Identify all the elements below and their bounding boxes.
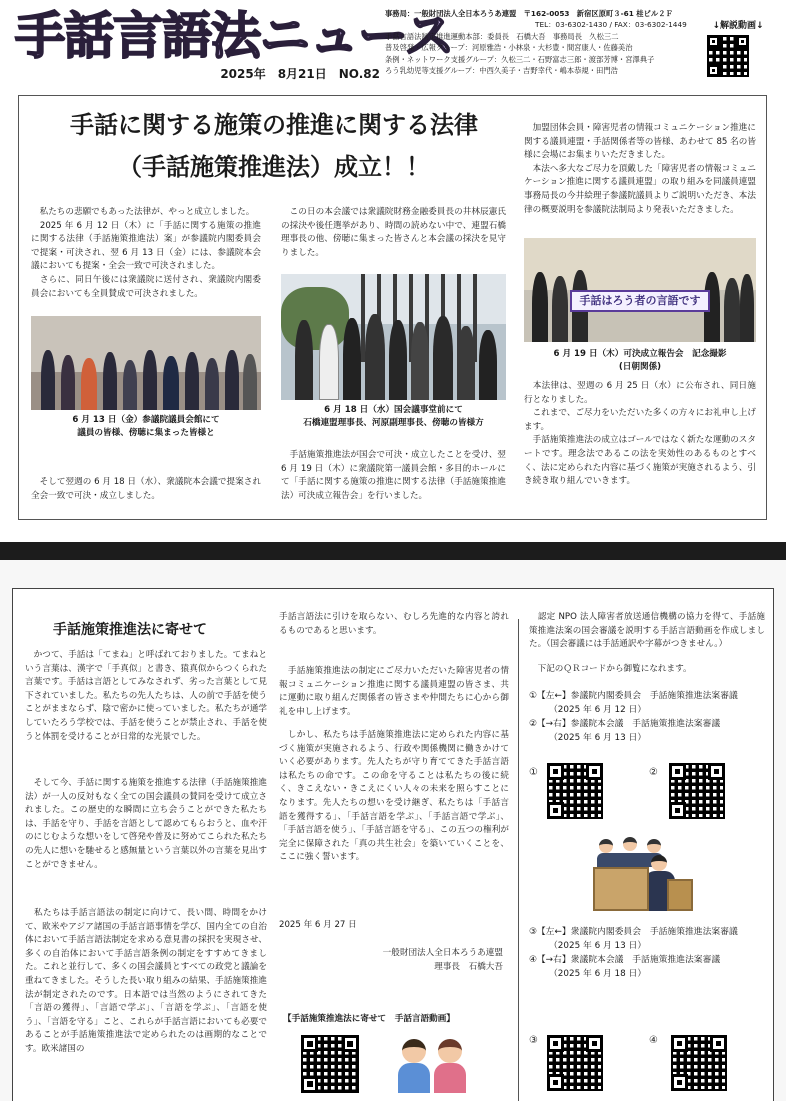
newsletter-page-2 — [0, 560, 786, 1101]
office-line: 条例・ネットワーク支援グループ：久松三二・石野富志三郎・渡部芳博・宮澤典子 — [385, 54, 655, 64]
section-title: 手話施策推進法に寄せて — [53, 622, 207, 638]
video-list-item: ①【左←】参議院内閣委員会 手話施策推進法案審議 — [529, 691, 738, 701]
message-mid-p1: 手話言語法に引けを取らない、むしろ先進的な内容と誇れるものであると思います。 — [279, 612, 509, 636]
headline-line-2: （手話施策推進法）成立！！ — [118, 153, 430, 181]
qr-number-4: ④ — [649, 1035, 658, 1046]
photo2-caption — [281, 404, 506, 430]
headline — [39, 108, 509, 186]
video-list-date: （2025 年 6 月 13 日） — [549, 941, 647, 951]
qr-code-3[interactable] — [547, 1035, 603, 1091]
qr-number-3: ③ — [529, 1035, 538, 1046]
video-list-date: （2025 年 6 月 18 日） — [549, 969, 647, 979]
message-right-p1: 認定 NPO 法人障害者放送通信機構の協力を得て、手話施策推進法案の国会審議を説明する手話言語動画を作成しました。（国会審議には手話通訳や字幕がつきません。） — [529, 612, 765, 650]
video-qr-label: ↓解説動画↓ — [712, 21, 764, 31]
qr-number-1: ① — [529, 767, 538, 778]
qr-code-1[interactable] — [547, 763, 603, 819]
diet-session-illustration — [593, 835, 693, 913]
video-list-item: ④【→右】衆議院本会議 手話施策推進法案審議 — [529, 955, 721, 965]
message-left-p2: そして今、手話に関する施策を推進する法律（手話施策推進法）が一人の反対もなく全ての国会議員の賛同を受けて成立されました。この歴史的な瞬間に立ち会うことができた私たちは、手話を守り、手話を言語として認めてもらおうと、血や汗のにじむような想いをして啓発や普及に努めてこられた私たちの先人に想いを馳せると感無量という言葉以外の言葉を見出すことができません。 — [25, 778, 267, 870]
office-line: ろう乳幼児等支援グループ：中西久美子・吉野幸代・嶋本恭規・田門浩 — [385, 66, 618, 76]
qr-number-2: ② — [649, 767, 658, 778]
signing-people-illustration — [398, 1035, 468, 1095]
message-date: 2025 年 6 月 27 日 — [279, 920, 357, 930]
article-col1-text: 私たちの悲願でもあった法律が、やっと成立しました。 2025 年 6 月 12 日（木）に「手話に関する施策の推進に関する法律（手話施策推進法）案」が参議院内閣委員会で提案・可決され、翌 6 月 13 日（金）には、参議院本会議においても提案・全会一致で可決されました。 さらに、同日午後には衆議院に送付され、衆議院内閣委員会においても全員賛成で可決されました。 — [31, 207, 261, 299]
photo1-caption-line: 議員の皆様、傍聴に集まった皆様と — [77, 428, 215, 438]
newsletter-title: 手話言語法ニュース — [15, 7, 454, 65]
office-line: 普及啓発・広報グループ：河原雅浩・小林泉・大杉豊・間宮康人・佐藤美治 — [385, 43, 633, 53]
newsletter-page-1 — [0, 0, 786, 542]
video-list-date: （2025 年 6 月 12 日） — [549, 705, 647, 715]
video-list-item: ②【→右】参議院本会議 手話施策推進法案審議 — [529, 719, 721, 729]
message-article-box — [12, 588, 774, 1101]
video-list-2 — [529, 925, 769, 981]
article-col3-bottom: 本法律は、翌週の 6 月 25 日（水）に公布され、同日施行となりました。 これまで、ご尽力をいただいた多くの方々にお礼申し上げます。 手話施策推進法の成立はゴールではなく新たな運動のスタートです。理念法であるこの法を実効性のあるものとすべく、法に定められた内容に基づく施策が実施されるよう、引き続き取り組んでいきます。 — [524, 381, 756, 487]
photo3-caption-line: 6 月 19 日（木）可決成立報告会 記念撮影 — [553, 349, 727, 359]
qr-code-2[interactable] — [669, 763, 725, 819]
video-list-1 — [529, 689, 769, 745]
explanation-video-qr-code[interactable] — [707, 35, 749, 77]
video-list-date: （2025 年 6 月 13 日） — [549, 733, 647, 743]
message-right-p2: 下記のＱＲコードから御覧になれます。 — [529, 664, 692, 674]
office-line: 手話言語法制定推進運動本部：委員長 石橋大吾 事務局長 久松三二 — [385, 31, 619, 41]
photo1-caption-line: 6 月 13 日（金）参議院議員会館にて — [72, 415, 220, 425]
photo2-caption-line: 石橋連盟理事長、河原副理事長、傍聴の皆様方 — [303, 418, 484, 428]
photo3-caption — [524, 348, 756, 374]
message-mid-p2: 手話施策推進法の制定にご尽力いただいた障害児者の情報コミュニケーション推進に関する議員連盟の皆さま、共に運動に取り組んだ関係者の皆さまや仲間たちに心から御礼を申し上げます。 — [279, 666, 509, 717]
photo3-caption-line: (日朝関係) — [618, 362, 662, 372]
message-mid-p3: しかし、私たちは手話施策推進法に定められた内容に基づく施策が実施されるよう、行政や関係機関に働きかけていく必要があります。先人たちが守り育ててきた手話言語は私たちの命です。この命を守ることは私たちの後に続く、きこえない・きこえにくい人々の未来を照らすことになります。先人たちの想いを受け継ぎ、私たちは「手話言語を獲得する」、「手話言語を学ぶ」、「手話言語で学ぶ」、「手話言語を使う」、「手話言語を守る」、この五つの権利が完全に保障された「真の共生社会」を築いていくことを、ここに強く誓います。 — [279, 730, 509, 863]
banner: 手話はろう者の言語です — [570, 290, 710, 312]
signature-org: 一般財団法人全日本ろうあ連盟 — [382, 948, 503, 958]
photo1-caption — [31, 414, 261, 440]
message-left-p1: かつて、手話は「てまね」と呼ばれておりました。てまねという言葉は、漢字で「手真似」と書き、猿真似からつくられた言葉です。手話は言語としてみなされず、劣った言葉として見下されていました。私たちの先人たちは、人の前で手話を使うことがままならず、陰で密かに使っていました。私たちが通学していたろう学校では、手話を使うことが禁止され、手話を使うと体罰を受けることが日常的な光景でした。 — [25, 650, 267, 742]
article-col1-bottom: そして翌週の 6 月 18 日（水）、衆議院本会議で提案され全会一致で可決・成立しました。 — [31, 477, 261, 501]
issue-date: 2025年 8月21日 NO.82 — [220, 67, 380, 81]
page-separator — [0, 542, 786, 560]
message-video-qr-code[interactable] — [301, 1035, 359, 1093]
photo-report-meeting — [524, 238, 756, 342]
article-col2-bottom: 手話施策推進法が国会で可決・成立したことを受け、翌 6 月 19 日（木）に衆議院第一議員会館・多目的ホールにて「手話に関する施策の推進に関する法律（手話施策推進法）可決成立報告会」を行いました。 — [281, 450, 506, 501]
office-line: TEL：03-6302-1430 / FAX：03-6302-1449 — [535, 20, 687, 30]
video-list-item: ③【左←】衆議院内閣委員会 手話施策推進法案審議 — [529, 927, 738, 937]
photo-diet-members-hall — [31, 316, 261, 410]
main-article-box — [18, 95, 767, 520]
article-col2-text: この日の本会議では衆議院財務金融委員長の井林辰憲氏の採決や後任選挙があり、時間の読めない中で、連盟石橋理事長の他、傍聴に集まった皆さんと本会議の採決を見守りました。 — [281, 207, 506, 258]
office-info — [385, 8, 701, 92]
signature-name: 理事長 石橋大吾 — [434, 962, 503, 972]
video-label: 【手話施策推進法に寄せて 手話言語動画】 — [283, 1014, 455, 1024]
photo-diet-building-front — [281, 274, 506, 400]
qr-code-4[interactable] — [671, 1035, 727, 1091]
headline-line-1: 手話に関する施策の推進に関する法律 — [70, 111, 478, 139]
message-left-p3: 私たちは手話言語法の制定に向けて、長い間、時間をかけて、欧米やアジア諸国の手話言語事情を学び、国内全ての自治体において手話言語法制定を求める意見書の採択を実現させ、多くの自治体において手話言語条例の制定をすすめてきました。これと並行して、多くの国会議員とすべての政党と議論を重ねてきました。そうした長い取り組みの結果、手話施策推進法が制定されたのです。日本語では当然のようにされてきた「言語の獲得」、「言語で学ぶ」、「言語を学ぶ」、「言語を使う」、「言語を守る」こと、これらが手話言語においても必要であることが手話施策推進法で定められたのは画期的なことです。欧米諸国の — [25, 908, 267, 1054]
photo2-caption-line: 6 月 18 日（水）国会議事堂前にて — [324, 405, 463, 415]
column-divider — [518, 619, 519, 1101]
article-col3-text: 加盟団体会員・障害児者の情報コミュニケーション推進に関する議員連盟・手話関係者等の皆様、あわせて 85 名の皆様に会場にお集まりいただきました。 本法へ多大なご尽力を頂戴した「障害児者の情報コミュニケーション推進に関する議員連盟」の取り組みを同議員連盟事務局長の今井絵理子参議院議員よりご説明いただき、本法律の概要説明を参議院法制局より発表いただきました。 — [524, 123, 756, 215]
office-line: 事務局：一般財団法人全日本ろうあ連盟 〒162-0053 新宿区原町３-61 桂ビル２Ｆ — [385, 9, 673, 18]
masthead — [15, 6, 454, 82]
